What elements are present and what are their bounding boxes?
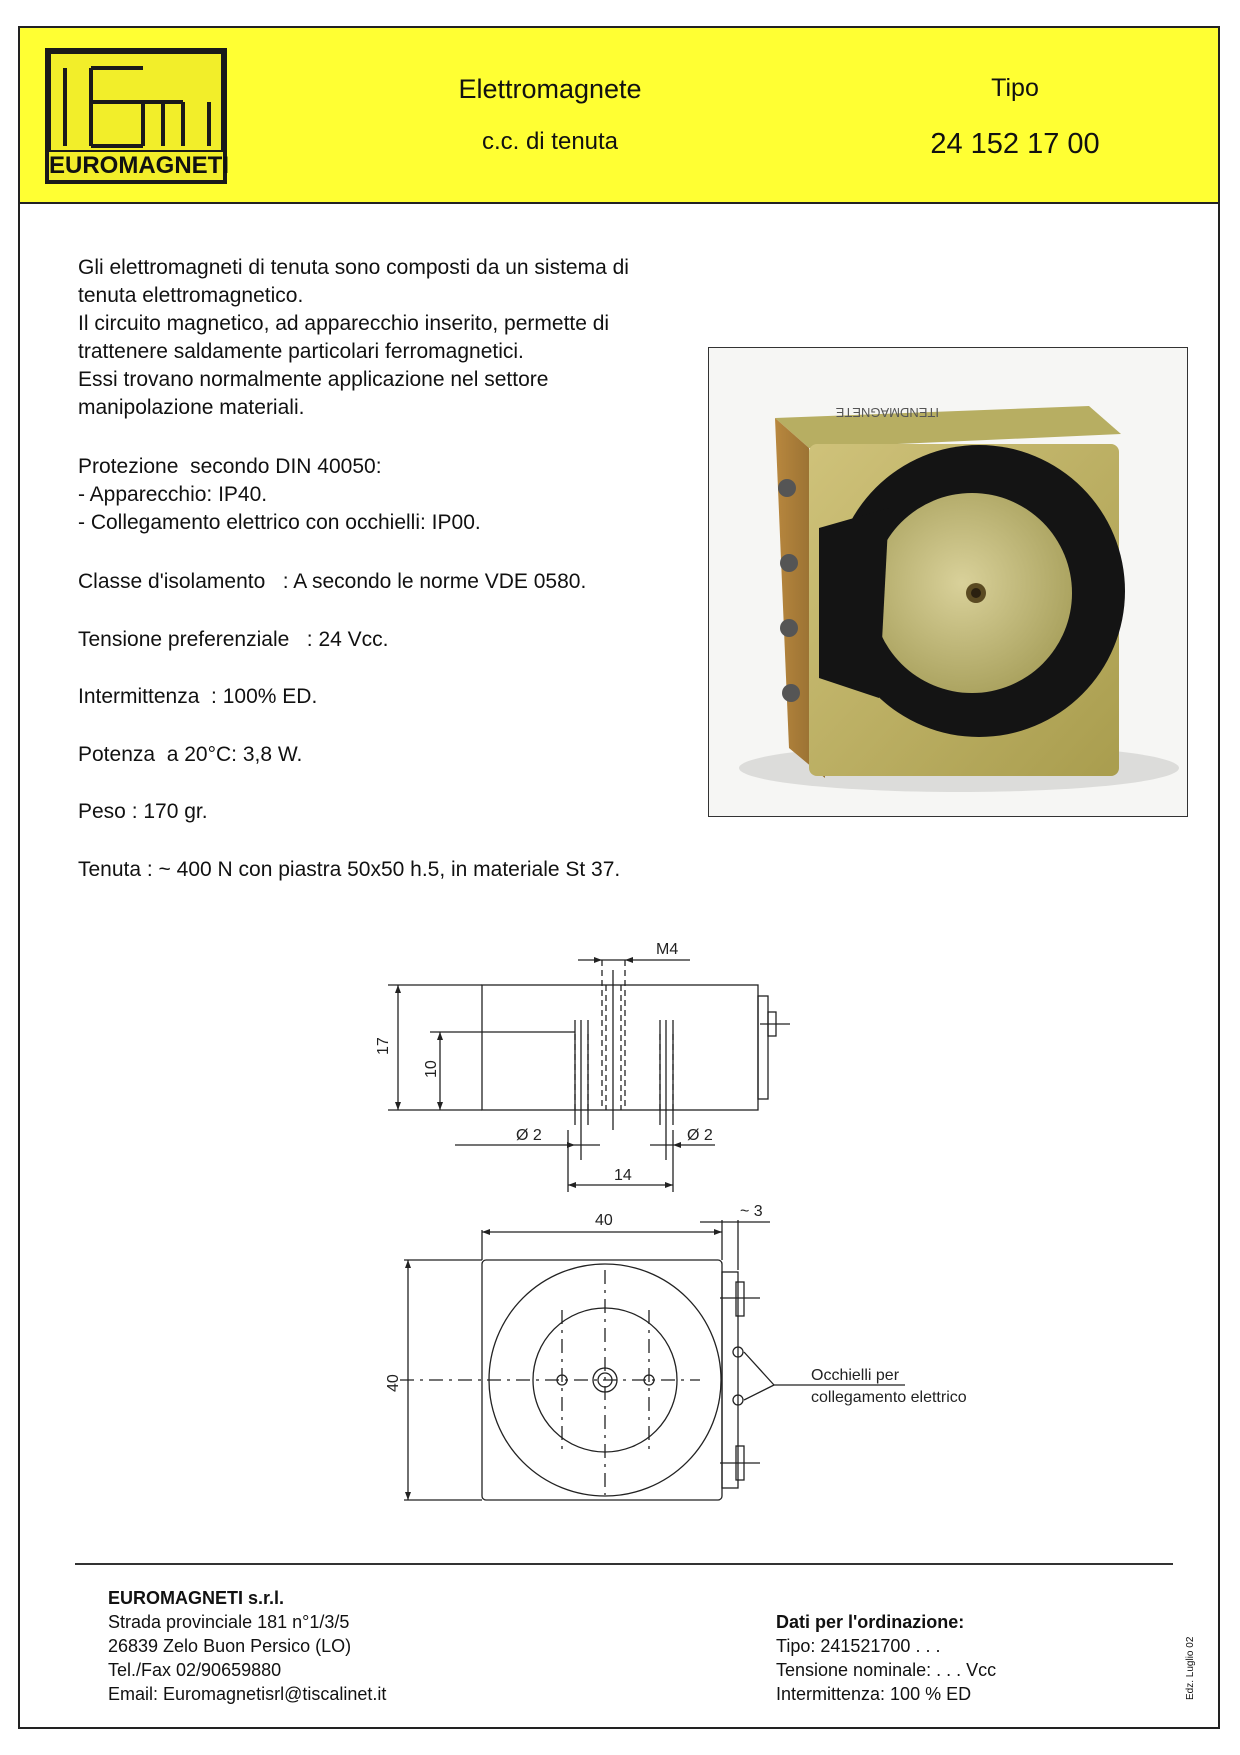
product-photo — [708, 347, 1188, 817]
photo-label: ITENDMAGNETE — [835, 405, 939, 420]
spec-potenza: Potenza a 20°C: 3,8 W. — [78, 743, 303, 766]
footer-address: 26839 Zelo Buon Persico (LO) — [108, 1636, 352, 1656]
note-line-1: Occhielli per — [811, 1367, 900, 1384]
spec-peso: Peso : 170 gr. — [78, 800, 208, 823]
order-tipo: Tipo: 241521700 . . . — [776, 1636, 941, 1656]
description-line: Gli elettromagneti di tenuta sono composti da un sistema di — [78, 256, 629, 279]
footer-address: Strada provinciale 181 n°1/3/5 — [108, 1612, 350, 1632]
logo-emblem — [51, 54, 221, 150]
protection-item: - Collegamento elettrico con occhielli: IP00. — [78, 511, 481, 534]
label-3: ~ 3 — [740, 1203, 763, 1220]
order-intermittenza: Intermittenza: 100 % ED — [776, 1684, 972, 1704]
footer-email: Email: Euromagnetisrl@tiscalinet.it — [108, 1684, 387, 1704]
label-phi2-right: Ø 2 — [687, 1127, 713, 1144]
description-line: manipolazione materiali. — [78, 396, 305, 419]
tipo-label: Tipo — [991, 74, 1039, 102]
footer-company: EUROMAGNETI s.r.l. — [108, 1588, 285, 1608]
edition-note: Edz. Luglio 02 — [1185, 1636, 1196, 1700]
electromagnet-photo-icon — [709, 348, 1188, 817]
protection-title: Protezione secondo DIN 40050: — [78, 455, 382, 478]
spec-intermittenza: Intermittenza : 100% ED. — [78, 685, 318, 708]
description-line: tenuta elettromagnetico. — [78, 284, 304, 307]
label-m4: M4 — [656, 941, 679, 958]
product-subtitle: c.c. di tenuta — [481, 128, 619, 155]
company-logo — [45, 48, 227, 184]
tipo-code: 24 152 17 00 — [930, 128, 1100, 160]
em-monogram-icon — [51, 54, 221, 150]
product-title: Elettromagnete — [458, 74, 642, 104]
note-line-2: collegamento elettrico — [811, 1389, 967, 1406]
description-line: Essi trovano normalmente applicazione nel settore — [78, 368, 549, 391]
footer-divider — [75, 1563, 1173, 1565]
protection-item: - Apparecchio: IP40. — [78, 483, 268, 506]
label-17: 17 — [375, 1037, 392, 1055]
label-40-top: 40 — [595, 1212, 613, 1229]
logo-text: EUROMAGNETI — [49, 152, 229, 179]
technical-drawing — [360, 930, 1060, 1545]
description-line: Il circuito magnetico, ad apparecchio inserito, permette di — [78, 312, 610, 335]
label-10: 10 — [423, 1060, 440, 1078]
spec-tensione: Tensione preferenziale : 24 Vcc. — [78, 628, 389, 651]
label-40-side: 40 — [385, 1374, 402, 1392]
footer-phone: Tel./Fax 02/90659880 — [108, 1660, 282, 1680]
side-view-body — [482, 985, 758, 1110]
description-line: trattenere saldamente particolari ferromagnetici. — [78, 340, 524, 363]
dimension-drawing — [360, 930, 1060, 1540]
spec-classe: Classe d'isolamento : A secondo le norme VDE 0580. — [78, 570, 587, 593]
spec-tenuta: Tenuta : ~ 400 N con piastra 50x50 h.5, in materiale St 37. — [78, 858, 621, 881]
label-14: 14 — [614, 1167, 632, 1184]
order-tensione: Tensione nominale: . . . Vcc — [776, 1660, 997, 1680]
label-phi2-left: Ø 2 — [516, 1127, 542, 1144]
order-title: Dati per l'ordinazione: — [776, 1612, 965, 1632]
